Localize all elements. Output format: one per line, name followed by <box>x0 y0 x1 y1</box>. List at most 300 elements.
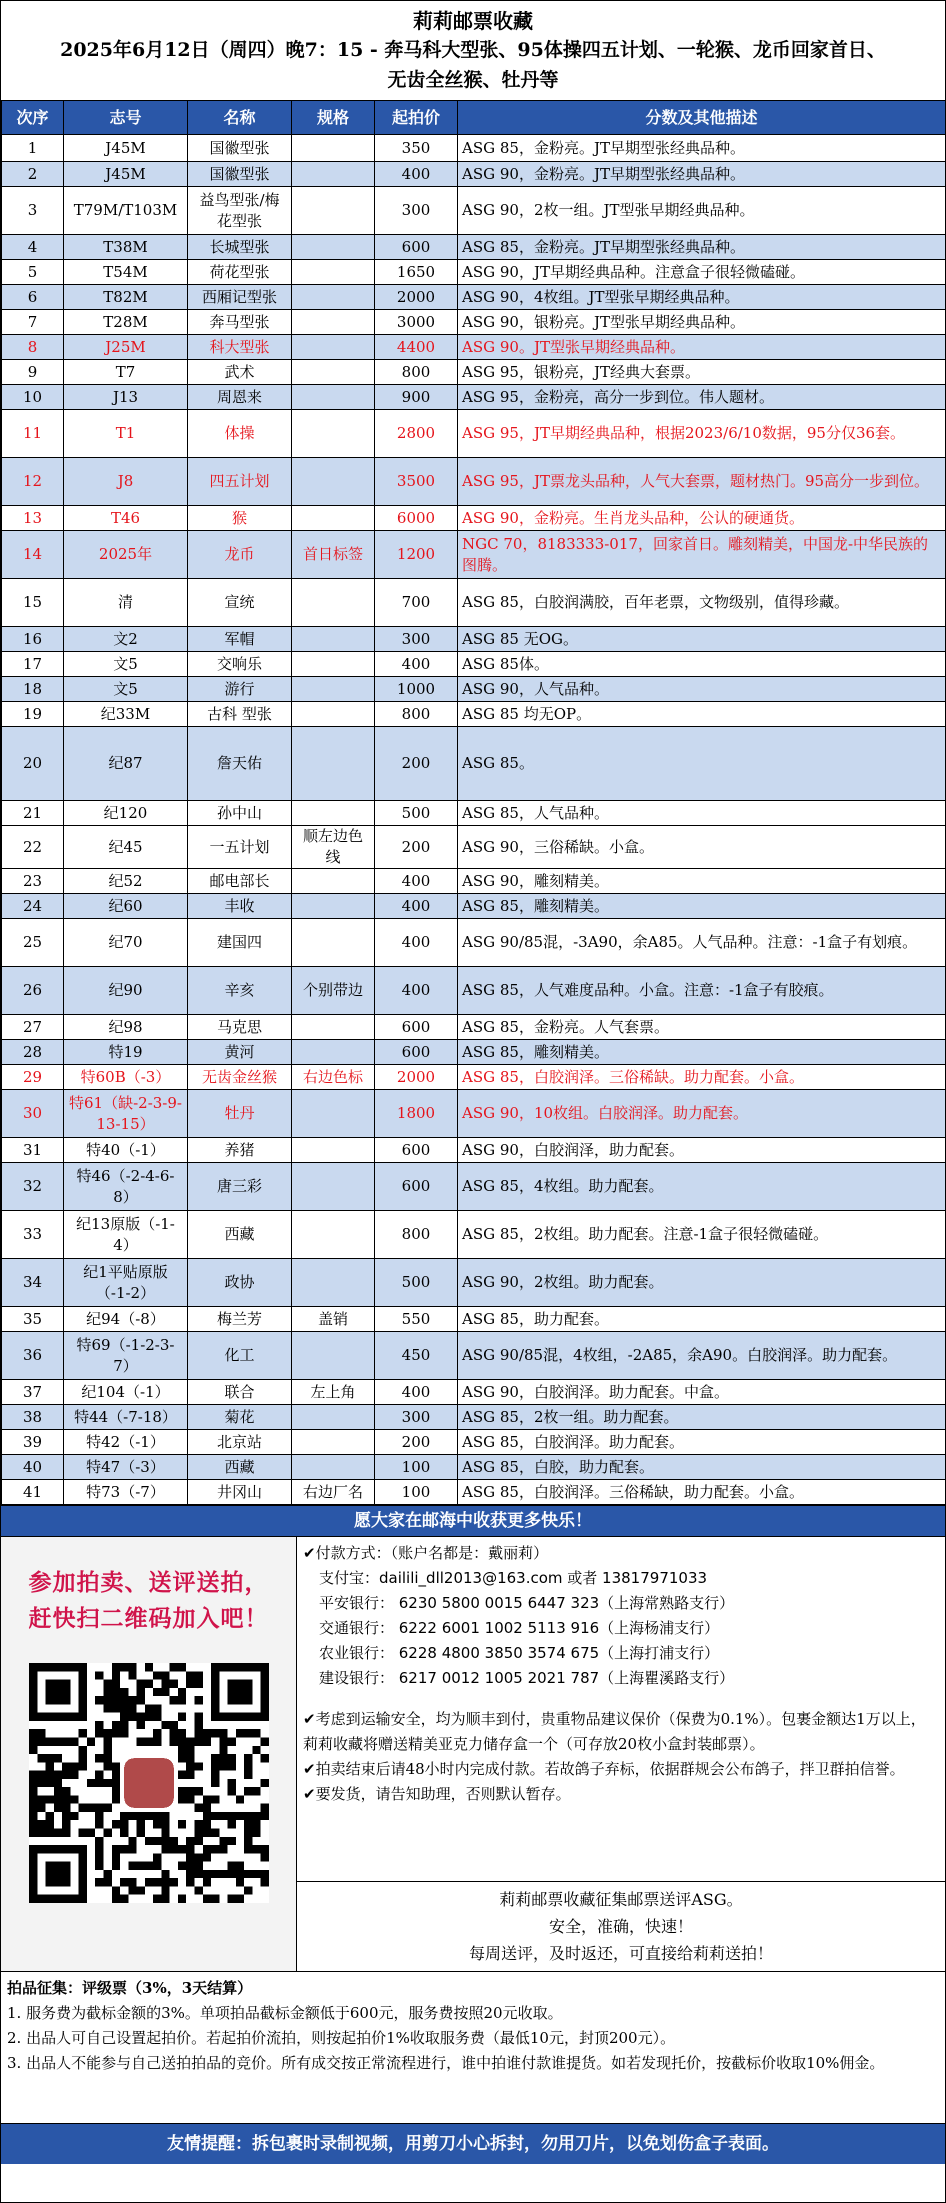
lot-price: 600 <box>375 1163 458 1211</box>
lot-price: 700 <box>375 579 458 627</box>
lot-name: 武术 <box>188 360 292 385</box>
bank-account: 建设银行： 6217 0012 1005 2021 787（上海瞿溪路支行） <box>319 1669 735 1687</box>
lot-code: 文5 <box>64 677 188 702</box>
auction-date-line-2: 无齿全丝猴、牡丹等 <box>387 69 559 91</box>
lot-spec <box>292 1259 375 1307</box>
lot-desc: ASG 90。JT型张早期经典品种。 <box>458 335 946 360</box>
lot-code: T28M <box>64 310 188 335</box>
lot-price: 350 <box>375 135 458 162</box>
lot-desc: ASG 90，白胶润泽，助力配套。 <box>458 1138 946 1163</box>
promo-text <box>29 1565 269 1637</box>
lot-number: 7 <box>2 310 64 335</box>
lot-number: 15 <box>2 579 64 627</box>
rule-item: 1. 服务费为截标金额的3%。单项拍品截标金额低于600元，服务费按照20元收取。 <box>7 2004 563 2022</box>
lot-code: J8 <box>64 458 188 506</box>
lot-code: 纪104（-1） <box>64 1380 188 1405</box>
table-row <box>2 360 946 385</box>
lot-name: 科大型张 <box>188 335 292 360</box>
lot-price: 100 <box>375 1455 458 1480</box>
lot-spec <box>292 385 375 410</box>
lot-spec <box>292 285 375 310</box>
table-row <box>2 1455 946 1480</box>
lot-price: 200 <box>375 727 458 801</box>
lot-number: 27 <box>2 1015 64 1040</box>
lot-name: 牡丹 <box>188 1090 292 1138</box>
table-row <box>2 919 946 967</box>
lot-spec <box>292 677 375 702</box>
lot-code: 文5 <box>64 652 188 677</box>
table-header-row <box>2 101 946 135</box>
lot-spec <box>292 410 375 458</box>
lot-number: 25 <box>2 919 64 967</box>
delivery-note: ✔要发货，请告知助理，否则默认暂存。 <box>303 1785 571 1803</box>
lot-name: 古科 型张 <box>188 702 292 727</box>
table-row <box>2 677 946 702</box>
table-row <box>2 458 946 506</box>
promo-panel <box>1 1537 297 1971</box>
lot-spec: 顺左边色线 <box>292 826 375 869</box>
bank-account: 平安银行： 6230 5800 0015 6447 323（上海常熟路支行） <box>319 1594 735 1612</box>
lot-spec <box>292 1455 375 1480</box>
lot-desc: ASG 85 无OG。 <box>458 627 946 652</box>
table-row <box>2 1307 946 1332</box>
lot-desc: ASG 85，金粉亮。JT早期型张经典品种。 <box>458 235 946 260</box>
lot-code: 特60B（-3） <box>64 1065 188 1090</box>
lot-desc: ASG 85，人气品种。 <box>458 801 946 826</box>
lot-spec: 首日标签 <box>292 531 375 579</box>
lot-spec <box>292 1211 375 1259</box>
lot-price: 1650 <box>375 260 458 285</box>
lot-desc: ASG 85体。 <box>458 652 946 677</box>
lot-number: 9 <box>2 360 64 385</box>
lot-code: 文2 <box>64 627 188 652</box>
lot-desc: ASG 85，2枚组。助力配套。注意-1盒子很轻微磕碰。 <box>458 1211 946 1259</box>
lot-number: 4 <box>2 235 64 260</box>
lot-number: 34 <box>2 1259 64 1307</box>
lot-number: 41 <box>2 1480 64 1505</box>
lot-number: 22 <box>2 826 64 869</box>
lot-number: 13 <box>2 506 64 531</box>
lot-code: T82M <box>64 285 188 310</box>
lot-price: 1000 <box>375 677 458 702</box>
lot-desc: ASG 85，白胶润泽。三俗稀缺，助力配套。小盒。 <box>458 1480 946 1505</box>
table-row <box>2 162 946 187</box>
lot-desc: ASG 85 均无OP。 <box>458 702 946 727</box>
lot-code: 特69（-1-2-3-7） <box>64 1332 188 1380</box>
lot-code: T54M <box>64 260 188 285</box>
lot-code: 纪33M <box>64 702 188 727</box>
lot-price: 400 <box>375 919 458 967</box>
lot-code: T79M/T103M <box>64 187 188 235</box>
lot-price: 500 <box>375 801 458 826</box>
lot-code: 纪120 <box>64 801 188 826</box>
lot-code: 纪70 <box>64 919 188 967</box>
lot-price: 300 <box>375 627 458 652</box>
lot-name: 体操 <box>188 410 292 458</box>
rule-item: 2. 出品人可自己设置起拍价。若起拍价流拍，则按起拍价1%收取服务费（最低10元，封顶200元）。 <box>7 2029 676 2047</box>
lot-name: 益鸟型张/梅花型张 <box>188 187 292 235</box>
lot-desc: ASG 85，2枚一组。助力配套。 <box>458 1405 946 1430</box>
lot-name: 养猪 <box>188 1138 292 1163</box>
lot-number: 40 <box>2 1455 64 1480</box>
lot-price: 400 <box>375 162 458 187</box>
table-row <box>2 1015 946 1040</box>
sheet-header <box>1 1 945 100</box>
lot-spec <box>292 627 375 652</box>
welcome-banner: 愿大家在邮海中收获更多快乐！ <box>1 1505 945 1536</box>
lot-desc: NGC 70，8183333-017，回家首日。雕刻精美，中国龙-中华民族的图腾。 <box>458 531 946 579</box>
table-row <box>2 410 946 458</box>
lot-number: 3 <box>2 187 64 235</box>
lot-spec <box>292 235 375 260</box>
table-row <box>2 627 946 652</box>
lot-price: 500 <box>375 1259 458 1307</box>
qr-code-icon[interactable] <box>29 1663 269 1903</box>
lot-name: 西藏 <box>188 1455 292 1480</box>
lot-price: 6000 <box>375 506 458 531</box>
col-header-code: 志号 <box>64 101 188 135</box>
reminder-banner: 友情提醒：拆包裹时录制视频，用剪刀小心拆封，勿用刀片，以免划伤盒子表面。 <box>1 2123 945 2164</box>
lot-code: 清 <box>64 579 188 627</box>
lot-code: 特47（-3） <box>64 1455 188 1480</box>
lot-price: 550 <box>375 1307 458 1332</box>
lot-desc: ASG 85，4枚组。助力配套。 <box>458 1163 946 1211</box>
lot-spec <box>292 727 375 801</box>
lot-price: 600 <box>375 1138 458 1163</box>
lot-code: J25M <box>64 335 188 360</box>
lot-name: 一五计划 <box>188 826 292 869</box>
lot-name: 长城型张 <box>188 235 292 260</box>
lot-spec <box>292 135 375 162</box>
lot-price: 1800 <box>375 1090 458 1138</box>
table-row <box>2 1380 946 1405</box>
lot-price: 600 <box>375 1040 458 1065</box>
lot-name: 猴 <box>188 506 292 531</box>
table-row <box>2 652 946 677</box>
lot-number: 21 <box>2 801 64 826</box>
lot-desc: ASG 90，2枚一组。JT型张早期经典品种。 <box>458 187 946 235</box>
lot-number: 12 <box>2 458 64 506</box>
lot-number: 10 <box>2 385 64 410</box>
lot-name: 建国四 <box>188 919 292 967</box>
col-header-name: 名称 <box>188 101 292 135</box>
lot-spec <box>292 652 375 677</box>
lot-number: 32 <box>2 1163 64 1211</box>
lot-name: 北京站 <box>188 1430 292 1455</box>
solicit-line-2: 安全，准确，快速！ <box>548 1917 693 1936</box>
lot-price: 300 <box>375 1405 458 1430</box>
lot-name: 丰收 <box>188 894 292 919</box>
lot-spec <box>292 162 375 187</box>
lot-desc: ASG 90，10枚组。白胶润泽。助力配套。 <box>458 1090 946 1138</box>
lot-price: 400 <box>375 1380 458 1405</box>
lot-name: 黄河 <box>188 1040 292 1065</box>
lot-spec <box>292 869 375 894</box>
table-row <box>2 135 946 162</box>
lot-desc: ASG 90，2枚组。助力配套。 <box>458 1259 946 1307</box>
promo-line-2: 赶快扫二维码加入吧！ <box>28 1605 269 1632</box>
lot-price: 900 <box>375 385 458 410</box>
lot-desc: ASG 85，金粉亮。JT早期型张经典品种。 <box>458 135 946 162</box>
lot-name: 化工 <box>188 1332 292 1380</box>
lot-price: 600 <box>375 235 458 260</box>
lot-desc: ASG 90，银粉亮。JT型张早期经典品种。 <box>458 310 946 335</box>
col-header-desc: 分数及其他描述 <box>458 101 946 135</box>
lot-name: 交响乐 <box>188 652 292 677</box>
lot-spec <box>292 506 375 531</box>
lot-code: 2025年 <box>64 531 188 579</box>
lot-desc: ASG 90，雕刻精美。 <box>458 869 946 894</box>
lot-desc: ASG 90/85混，-3A90，余A85。人气品种。注意：-1盒子有划痕。 <box>458 919 946 967</box>
lot-desc: ASG 90/85混，4枚组，-2A85，余A90。白胶润泽。助力配套。 <box>458 1332 946 1380</box>
lot-desc: ASG 90，4枚组。JT型张早期经典品种。 <box>458 285 946 310</box>
lot-code: 纪87 <box>64 727 188 801</box>
consignment-rules <box>1 1971 945 2123</box>
table-row <box>2 727 946 801</box>
lot-name: 辛亥 <box>188 967 292 1015</box>
lot-spec <box>292 894 375 919</box>
lot-number: 6 <box>2 285 64 310</box>
lot-number: 1 <box>2 135 64 162</box>
lot-number: 36 <box>2 1332 64 1380</box>
table-row <box>2 1480 946 1505</box>
lot-spec <box>292 458 375 506</box>
lot-spec <box>292 1163 375 1211</box>
lot-number: 17 <box>2 652 64 677</box>
lot-spec <box>292 335 375 360</box>
lot-price: 3000 <box>375 310 458 335</box>
lot-desc: ASG 85，人气难度品种。小盒。注意：-1盒子有胶痕。 <box>458 967 946 1015</box>
lot-desc: ASG 90，三俗稀缺。小盒。 <box>458 826 946 869</box>
lot-desc: ASG 90，人气品种。 <box>458 677 946 702</box>
lot-spec: 右边厂名 <box>292 1480 375 1505</box>
lot-number: 8 <box>2 335 64 360</box>
lot-code: 纪52 <box>64 869 188 894</box>
lot-code: T1 <box>64 410 188 458</box>
lot-spec: 盖销 <box>292 1307 375 1332</box>
lot-price: 400 <box>375 894 458 919</box>
solicit-line-1: 莉莉邮票收藏征集邮票送评ASG。 <box>499 1890 743 1909</box>
lot-desc: ASG 85，白胶，助力配套。 <box>458 1455 946 1480</box>
lot-spec <box>292 1430 375 1455</box>
lot-number: 33 <box>2 1211 64 1259</box>
lot-code: 特61（缺-2-3-9-13-15） <box>64 1090 188 1138</box>
table-row <box>2 869 946 894</box>
lot-desc: ASG 95，JT票龙头品种，人气大套票，题材热门。95高分一步到位。 <box>458 458 946 506</box>
lot-code: J45M <box>64 162 188 187</box>
lot-desc: ASG 90，金粉亮。生肖龙头品种，公认的硬通货。 <box>458 506 946 531</box>
lot-spec <box>292 187 375 235</box>
bank-account: 农业银行： 6228 4800 3850 3574 675（上海打浦支行） <box>319 1644 720 1662</box>
lot-number: 2 <box>2 162 64 187</box>
lot-spec <box>292 1090 375 1138</box>
lot-code: T38M <box>64 235 188 260</box>
lot-desc: ASG 95，JT早期经典品种，根据2023/6/10数据，95分仅36套。 <box>458 410 946 458</box>
lot-code: J13 <box>64 385 188 410</box>
lot-name: 宣统 <box>188 579 292 627</box>
table-row <box>2 894 946 919</box>
lot-code: J45M <box>64 135 188 162</box>
table-row <box>2 1065 946 1090</box>
table-row <box>2 506 946 531</box>
lot-name: 无齿金丝猴 <box>188 1065 292 1090</box>
lot-desc: ASG 85，白胶润泽。三俗稀缺。助力配套。小盒。 <box>458 1065 946 1090</box>
lot-spec <box>292 1138 375 1163</box>
lot-name: 西厢记型张 <box>188 285 292 310</box>
lot-number: 31 <box>2 1138 64 1163</box>
lot-name: 马克思 <box>188 1015 292 1040</box>
lot-number: 39 <box>2 1430 64 1455</box>
lot-number: 18 <box>2 677 64 702</box>
lot-spec <box>292 579 375 627</box>
lot-name: 梅兰芳 <box>188 1307 292 1332</box>
lot-spec: 右边色标 <box>292 1065 375 1090</box>
rule-item: 3. 出品人不能参与自己送拍拍品的竞价。所有成交按正常流程进行，谁中拍谁付款谁提货。如若发现托价，按截标价收取10%佣金。 <box>7 2054 885 2072</box>
lot-spec <box>292 1405 375 1430</box>
lot-price: 450 <box>375 1332 458 1380</box>
lot-code: 特73（-7） <box>64 1480 188 1505</box>
table-row <box>2 310 946 335</box>
lot-spec <box>292 310 375 335</box>
lot-number: 38 <box>2 1405 64 1430</box>
lot-name: 国徽型张 <box>188 135 292 162</box>
payment-heading: ✔付款方式：（账户名都是：戴丽莉） <box>303 1544 549 1562</box>
lot-spec <box>292 801 375 826</box>
lots-table <box>1 100 946 1505</box>
lot-number: 35 <box>2 1307 64 1332</box>
col-header-spec: 规格 <box>292 101 375 135</box>
lot-number: 14 <box>2 531 64 579</box>
lot-desc: ASG 85，助力配套。 <box>458 1307 946 1332</box>
lot-name: 政协 <box>188 1259 292 1307</box>
table-row <box>2 1138 946 1163</box>
lot-name: 奔马型张 <box>188 310 292 335</box>
lot-desc: ASG 90，JT早期经典品种。注意盒子很轻微磕碰。 <box>458 260 946 285</box>
lot-desc: ASG 90，白胶润泽。助力配套。中盒。 <box>458 1380 946 1405</box>
lot-price: 300 <box>375 187 458 235</box>
lot-number: 30 <box>2 1090 64 1138</box>
lot-spec <box>292 360 375 385</box>
lot-price: 2000 <box>375 1065 458 1090</box>
auction-date-line: 2025年6月12日（周四）晚7：15 - 奔马科大型张、95体操四五计划、一轮猴、龙币回家首日、 <box>60 39 886 61</box>
lot-price: 400 <box>375 869 458 894</box>
lot-desc: ASG 85，白胶润满胶，百年老票，文物级别，值得珍藏。 <box>458 579 946 627</box>
lot-spec <box>292 260 375 285</box>
info-section <box>1 1536 945 1971</box>
lot-price: 2000 <box>375 285 458 310</box>
lot-name: 游行 <box>188 677 292 702</box>
lot-price: 100 <box>375 1480 458 1505</box>
lot-code: 特46（-2-4-6-8） <box>64 1163 188 1211</box>
lot-spec: 个别带边 <box>292 967 375 1015</box>
lot-name: 四五计划 <box>188 458 292 506</box>
table-row <box>2 967 946 1015</box>
lot-code: 纪60 <box>64 894 188 919</box>
table-row <box>2 1430 946 1455</box>
table-row <box>2 1040 946 1065</box>
table-row <box>2 1405 946 1430</box>
lot-name: 邮电部长 <box>188 869 292 894</box>
lot-code: 纪13原版（-1-4） <box>64 1211 188 1259</box>
lot-code: 纪45 <box>64 826 188 869</box>
lot-price: 400 <box>375 967 458 1015</box>
lot-price: 2800 <box>375 410 458 458</box>
lot-name: 西藏 <box>188 1211 292 1259</box>
table-row <box>2 235 946 260</box>
payment-info <box>297 1537 945 1881</box>
lot-name: 荷花型张 <box>188 260 292 285</box>
lot-name: 菊花 <box>188 1405 292 1430</box>
lots-body <box>2 135 946 1505</box>
lot-name: 国徽型张 <box>188 162 292 187</box>
lot-name: 唐三彩 <box>188 1163 292 1211</box>
col-header-no: 次序 <box>2 101 64 135</box>
lot-code: 纪1平贴原版（-1-2） <box>64 1259 188 1307</box>
lot-name: 龙币 <box>188 531 292 579</box>
lot-price: 200 <box>375 1430 458 1455</box>
table-row <box>2 285 946 310</box>
table-row <box>2 260 946 285</box>
lot-code: T7 <box>64 360 188 385</box>
table-row <box>2 579 946 627</box>
lot-number: 23 <box>2 869 64 894</box>
lot-spec <box>292 1332 375 1380</box>
lot-code: 纪98 <box>64 1015 188 1040</box>
solicit-line-3: 每周送评，及时返还，可直接给莉莉送拍！ <box>468 1944 773 1963</box>
lot-price: 800 <box>375 702 458 727</box>
lot-number: 24 <box>2 894 64 919</box>
lot-name: 周恩来 <box>188 385 292 410</box>
lot-name: 孙中山 <box>188 801 292 826</box>
lot-desc: ASG 85，金粉亮。人气套票。 <box>458 1015 946 1040</box>
lot-number: 28 <box>2 1040 64 1065</box>
lot-price: 200 <box>375 826 458 869</box>
table-row <box>2 1332 946 1380</box>
lot-number: 5 <box>2 260 64 285</box>
lot-name: 詹天佑 <box>188 727 292 801</box>
table-row <box>2 1211 946 1259</box>
lot-spec: 左上角 <box>292 1380 375 1405</box>
lot-spec <box>292 1015 375 1040</box>
table-row <box>2 531 946 579</box>
lot-code: 纪94（-8） <box>64 1307 188 1332</box>
lot-desc: ASG 85，白胶润泽。助力配套。 <box>458 1430 946 1455</box>
shipping-note: ✔考虑到运输安全，均为顺丰到付，贵重物品建议保价（保费为0.1%）。包裹金额达1万以上，莉莉收藏将赠送精美亚克力储存盒一个（可存放20枚小盒封装邮票）。 <box>303 1710 926 1753</box>
lot-desc: ASG 95，银粉亮，JT经典大套票。 <box>458 360 946 385</box>
lot-number: 19 <box>2 702 64 727</box>
lot-code: T46 <box>64 506 188 531</box>
lot-desc: ASG 90，金粉亮。JT早期型张经典品种。 <box>458 162 946 187</box>
rules-heading: 拍品征集：评级票（3%，3天结算） <box>7 1979 253 1997</box>
table-row <box>2 702 946 727</box>
table-row <box>2 801 946 826</box>
lot-name: 联合 <box>188 1380 292 1405</box>
lot-code: 纪90 <box>64 967 188 1015</box>
lot-desc: ASG 85，雕刻精美。 <box>458 1040 946 1065</box>
table-row <box>2 385 946 410</box>
lot-code: 特19 <box>64 1040 188 1065</box>
lot-desc: ASG 95，金粉亮，高分一步到位。伟人题材。 <box>458 385 946 410</box>
lot-number: 26 <box>2 967 64 1015</box>
table-row <box>2 1259 946 1307</box>
lot-price: 4400 <box>375 335 458 360</box>
lot-price: 800 <box>375 1211 458 1259</box>
alipay-account: 支付宝：dailili_dll2013@163.com 或者 13817971033 <box>319 1569 708 1587</box>
lot-name: 军帽 <box>188 627 292 652</box>
lot-number: 20 <box>2 727 64 801</box>
lot-desc: ASG 85，雕刻精美。 <box>458 894 946 919</box>
lot-spec <box>292 919 375 967</box>
